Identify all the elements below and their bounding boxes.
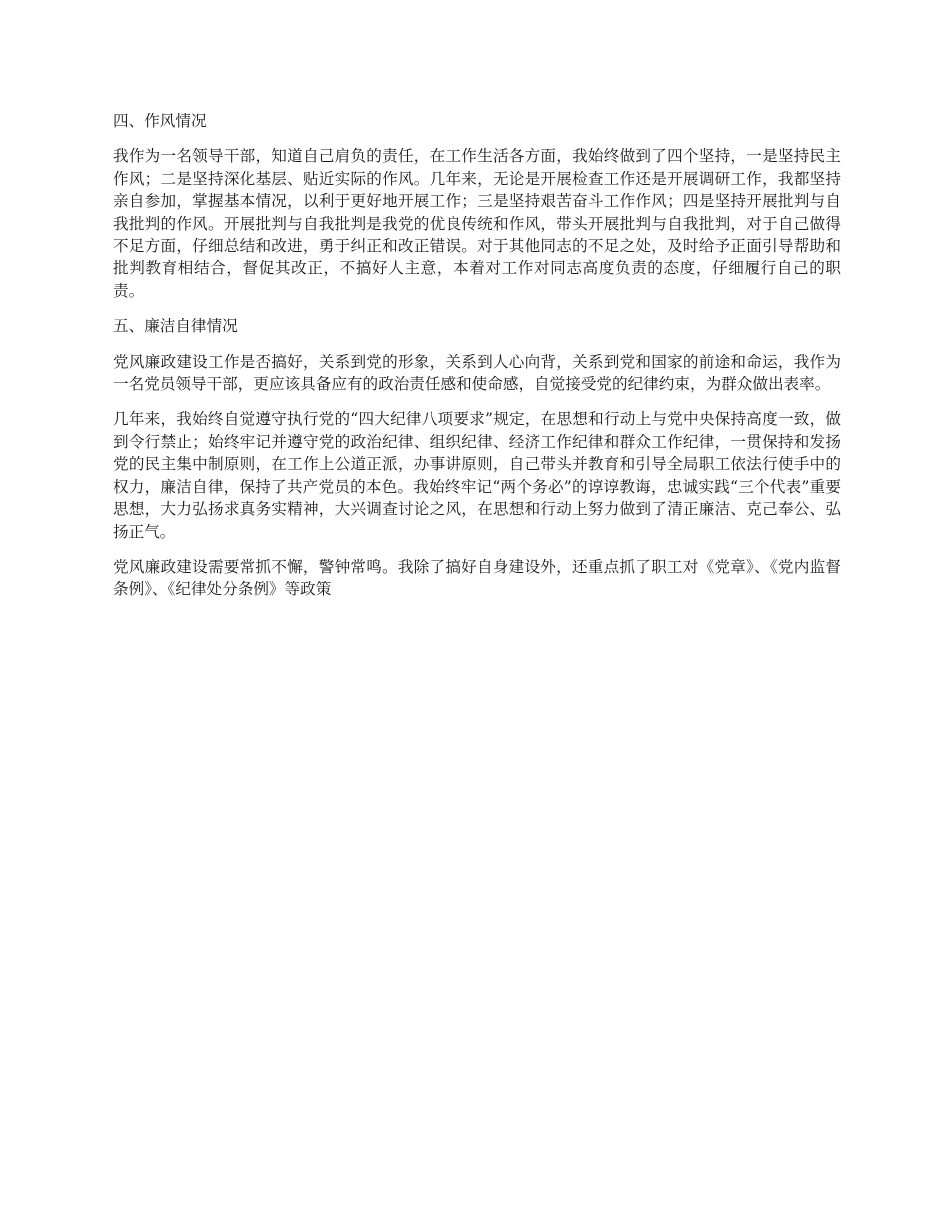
paragraph-integrity-discipline: 几年来，我始终自觉遵守执行党的“四大纪律八项要求”规定，在思想和行动上与党中央保持高度一致，做到令行禁止；始终牢记并遵守党的政治纪律、组织纪律、经济工作纪律和群众工作纪律，一贯保持和发扬党的民主集中制原则，在工作上公道正派，办事讲原则，自己带头并教育和引导全局职工依法行使手中的权力，廉洁自律，保持了共产党员的本色。我始终牢记“两个务必”的谆谆教诲，忠诚实践“三个代表”重要思想，大力弘扬求真务实精神，大兴调查讨论之风，在思想和行动上努力做到了清正廉洁、克己奉公、弘扬正气。 [113,410,841,541]
document-page [113,110,841,614]
paragraph-integrity-supervision: 党风廉政建设需要常抓不懈，警钟常鸣。我除了搞好自身建设外，还重点抓了职工对《党章》、《党内监督条例》、《纪律处分条例》等政策 [113,557,841,599]
paragraph-integrity-intro: 党风廉政建设工作是否搞好，关系到党的形象，关系到人心向背，关系到党和国家的前途和命运，我作为一名党员领导干部，更应该具备应有的政治责任感和使命感，自觉接受党的纪律约束，为群众做出表率。 [113,352,841,394]
paragraph-work-style: 我作为一名领导干部，知道自己肩负的责任，在工作生活各方面，我始终做到了四个坚持，一是坚持民主作风；二是坚持深化基层、贴近实际的作风。几年来，无论是开展检查工作还是开展调研工作，我都坚持亲自参加，掌握基本情况，以利于更好地开展工作；三是坚持艰苦奋斗工作作风；四是坚持开展批判与自我批判的作风。开展批判与自我批判是我党的优良传统和作风，带头开展批判与自我批判，对于自己做得不足方面，仔细总结和改进，勇于纠正和改正错误。对于其他同志的不足之处，及时给予正面引导帮助和批判教育相结合，督促其改正，不搞好人主意，本着对工作对同志高度负责的态度，仔细履行自己的职责。 [113,147,841,300]
section-heading-integrity: 五、廉洁自律情况 [113,317,238,336]
section-heading-work-style: 四、作风情况 [113,112,207,130]
